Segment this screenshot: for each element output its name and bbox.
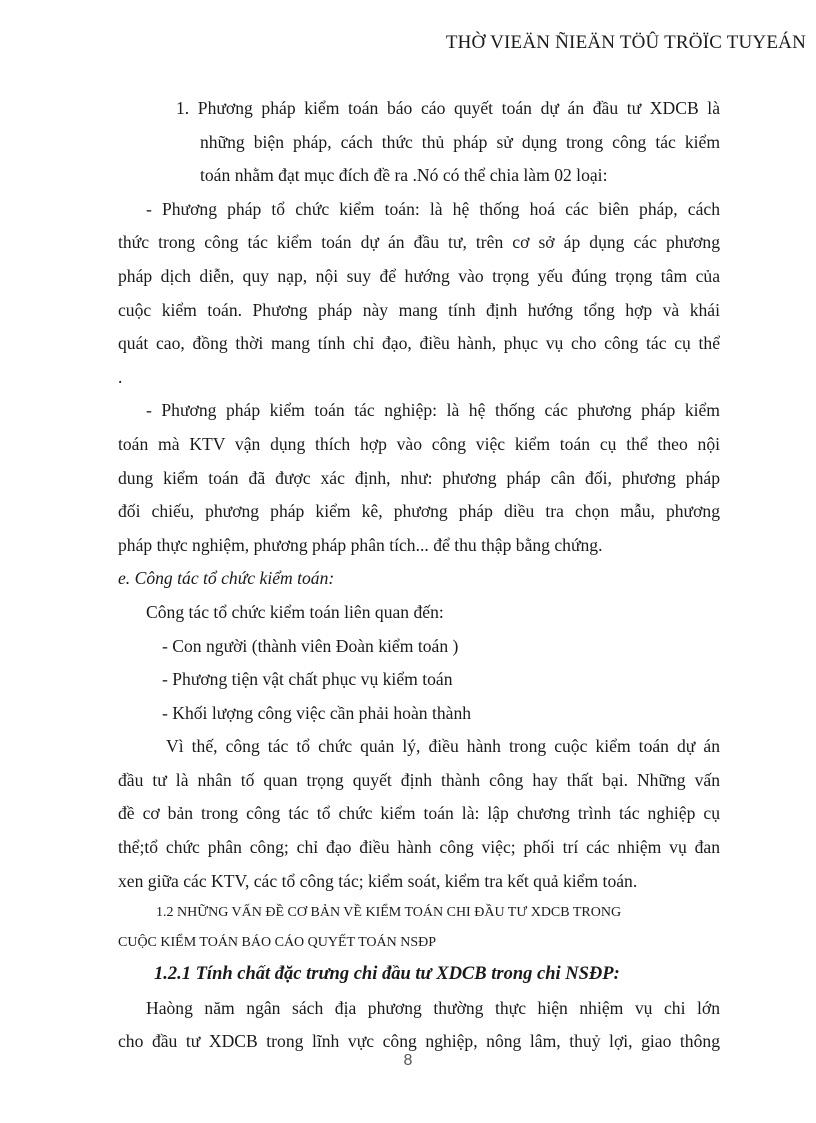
text-line: Vì thế, công tác tổ chức quản lý, điều hành trong cuộc kiểm toán dự án bbox=[166, 736, 720, 757]
text-line: 1. Phương pháp kiểm toán báo cáo quyết toán dự án đầu tư XDCB là bbox=[176, 98, 720, 118]
text-line: đề cơ bản trong công tác tổ chức kiểm toán là: lập chương trình tác nghiệp cụ bbox=[118, 803, 720, 824]
text-line: - Phương pháp tổ chức kiểm toán: là hệ thống hoá các biên pháp, cách bbox=[146, 198, 720, 219]
text-line: Haòng năm ngân sách địa phương thường thực hiện nhiệm vụ chi lớn bbox=[146, 997, 720, 1018]
section-heading: e. Công tác tổ chức kiểm toán: bbox=[118, 568, 335, 589]
text-line: đối chiếu, phương pháp kiểm kê, phương pháp diều tra chọn mẫu, phương bbox=[118, 501, 720, 522]
list-item: - Phương tiện vật chất phục vụ kiểm toán bbox=[162, 669, 453, 690]
text-line: dung kiểm toán đã được xác định, như: phương pháp cân đối, phương pháp bbox=[118, 467, 720, 488]
text-line: - Phương pháp kiểm toán tác nghiệp: là hệ thống các phương pháp kiểm bbox=[146, 400, 720, 421]
text-line: cho đầu tư XDCB trong lĩnh vực công nghiệp, nông lâm, thuỷ lợi, giao thông bbox=[118, 1031, 720, 1052]
text-line: Công tác tổ chức kiểm toán liên quan đến: bbox=[146, 601, 444, 622]
text-line: toán nhằm đạt mục đích đề ra .Nó có thể chia làm 02 loại: bbox=[200, 165, 608, 186]
document-body bbox=[118, 92, 720, 1059]
text-line: thức trong công tác kiểm toán dự án đầu tư, trên cơ sở áp dụng các phương bbox=[118, 232, 720, 253]
text-line: quát cao, đồng thời mang tính chỉ đạo, điều hành, phục vụ cho công tác cụ thể bbox=[118, 333, 720, 354]
header-title: THỜ VIEÄN ÑIEÄN TÖÛ TRÖÏC TUYEÁN bbox=[445, 32, 806, 53]
list-item: - Con người (thành viên Đoàn kiểm toán ) bbox=[162, 635, 459, 656]
text-line: pháp thực nghiệm, phương pháp phân tích... để thu thập bằng chứng. bbox=[118, 534, 603, 555]
text-line: cuộc kiểm toán. Phương pháp này mang tính định hướng tổng hợp và khái bbox=[118, 299, 720, 320]
subsection-heading: 1.2.1 Tính chất đặc trưng chi đầu tư XDCB trong chi NSĐP: bbox=[154, 964, 620, 985]
chapter-heading: 1.2 NHỮNG VẤN ĐỀ CƠ BẢN VỀ KIỂM TOÁN CHI ĐẦU TƯ XDCB TRONG bbox=[156, 905, 622, 921]
text-line: những biện pháp, cách thức thủ pháp sử dụng trong công tác kiểm bbox=[200, 131, 720, 152]
text-line: thể;tổ chức phân công; chỉ đạo điều hành công việc; phối trí các nhiệm vụ đan bbox=[118, 837, 720, 858]
text-line: toán mà KTV vận dụng thích hợp vào công việc kiểm toán cụ thể theo nội bbox=[118, 433, 720, 454]
chapter-heading: CUỘC KIỂM TOÁN BÁO CÁO QUYẾT TOÁN NSĐP bbox=[118, 935, 437, 951]
text-line: . bbox=[118, 366, 123, 387]
text-line: xen giữa các KTV, các tổ công tác; kiểm soát, kiểm tra kết quả kiểm toán. bbox=[118, 870, 638, 891]
text-line: đầu tư là nhân tố quan trọng quyết định thành công hay thất bại. Những vấn bbox=[118, 769, 720, 790]
text-line: pháp dịch diễn, quy nạp, nội suy để hướng vào trọng yếu đúng trọng tâm của bbox=[118, 265, 720, 286]
page-number: 8 bbox=[403, 1052, 413, 1069]
list-item: - Khối lượng công việc cần phải hoàn thành bbox=[162, 702, 472, 723]
